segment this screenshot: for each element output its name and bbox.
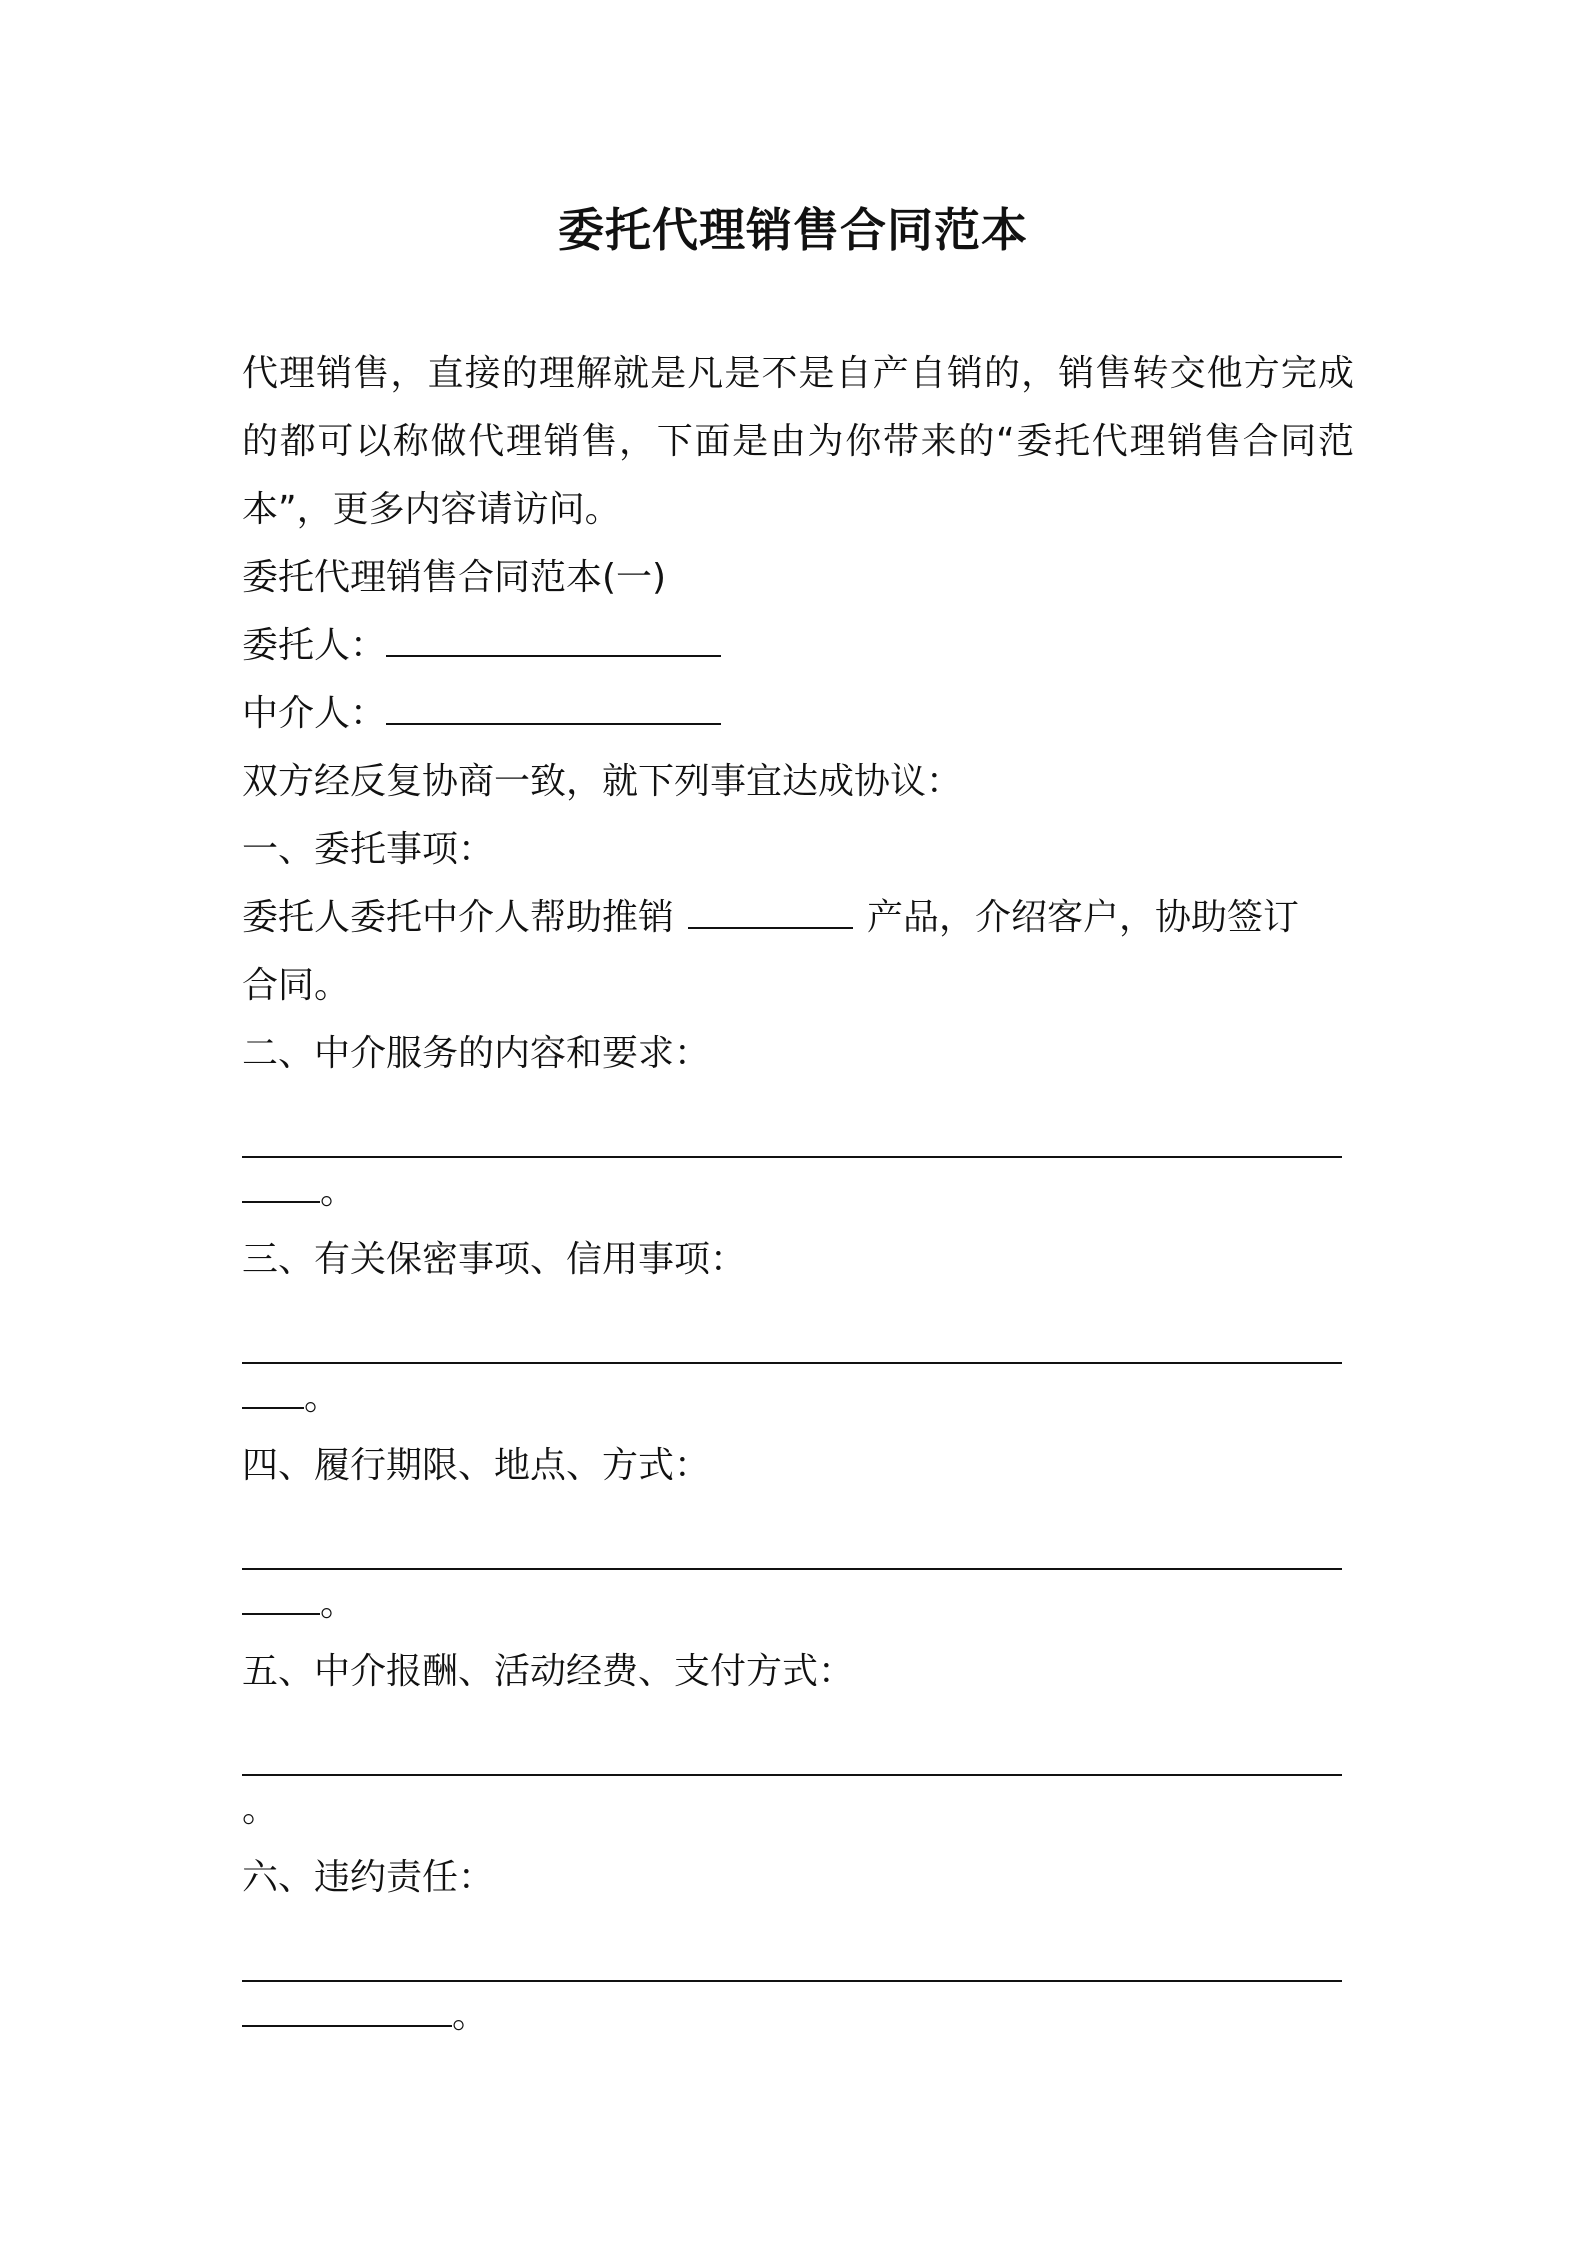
principal-label: 委托人： bbox=[242, 625, 387, 666]
section-5-heading: 五、中介报酬、活动经费、支付方式： bbox=[242, 1651, 855, 1692]
section-3-tail-blank bbox=[242, 1371, 304, 1409]
section-1-heading: 一、委托事项： bbox=[242, 829, 495, 870]
section-3-fill-line bbox=[242, 1312, 1342, 1364]
section-4-tail-blank bbox=[242, 1577, 320, 1615]
section-1-text-wrap: 合同。 bbox=[242, 965, 351, 1006]
section-5-fill-line bbox=[242, 1724, 1342, 1776]
section-2-tail bbox=[242, 1158, 1354, 1226]
contract-subtitle: 委托代理销售合同范本(一) bbox=[242, 557, 667, 598]
section-1-text bbox=[242, 884, 1354, 952]
agent-blank bbox=[386, 687, 721, 725]
section-5-tail bbox=[242, 1776, 1354, 1844]
section-2-heading: 二、中介服务的内容和要求： bbox=[242, 1033, 711, 1074]
agreement-line: 双方经反复协商一致，就下列事宜达成协议： bbox=[242, 761, 963, 802]
section-1-text-after: 产品，介绍客户，协助签订 bbox=[867, 897, 1300, 938]
section-4-tail bbox=[242, 1570, 1354, 1638]
section-2-period: 。 bbox=[320, 1171, 357, 1212]
section-4-heading: 四、履行期限、地点、方式： bbox=[242, 1445, 711, 1486]
section-6-period: 。 bbox=[452, 1995, 489, 2036]
principal-line bbox=[242, 612, 1354, 680]
section-3-heading: 三、有关保密事项、信用事项： bbox=[242, 1239, 747, 1280]
agent-label: 中介人： bbox=[242, 693, 387, 734]
section-2-tail-blank bbox=[242, 1165, 320, 1203]
section-3-tail bbox=[242, 1364, 1354, 1432]
section-5-period: 。 bbox=[242, 1789, 279, 1830]
product-blank bbox=[688, 891, 853, 929]
agent-line bbox=[242, 680, 1354, 748]
principal-blank bbox=[386, 619, 721, 657]
section-2-fill-line bbox=[242, 1106, 1342, 1158]
section-3-period: 。 bbox=[304, 1377, 341, 1418]
section-6-heading: 六、违约责任： bbox=[242, 1857, 495, 1898]
page-title: 委托代理销售合同范本 bbox=[558, 203, 1028, 257]
section-4-fill-line bbox=[242, 1518, 1342, 1570]
section-4-period: 。 bbox=[320, 1583, 357, 1624]
section-6-tail bbox=[242, 1982, 1354, 2050]
section-6-tail-blank bbox=[242, 1989, 452, 2027]
intro-paragraph: 代理销售，直接的理解就是凡是不是自产自销的，销售转交他方完成的都可以称做代理销售，下面是由为你带来的“委托代理销售合同范本”，更多内容请访问。 bbox=[242, 353, 1354, 530]
section-1-text-before: 委托人委托中介人帮助推销 bbox=[242, 897, 675, 938]
section-6-fill-line bbox=[242, 1930, 1342, 1982]
document-body bbox=[242, 340, 1354, 2050]
